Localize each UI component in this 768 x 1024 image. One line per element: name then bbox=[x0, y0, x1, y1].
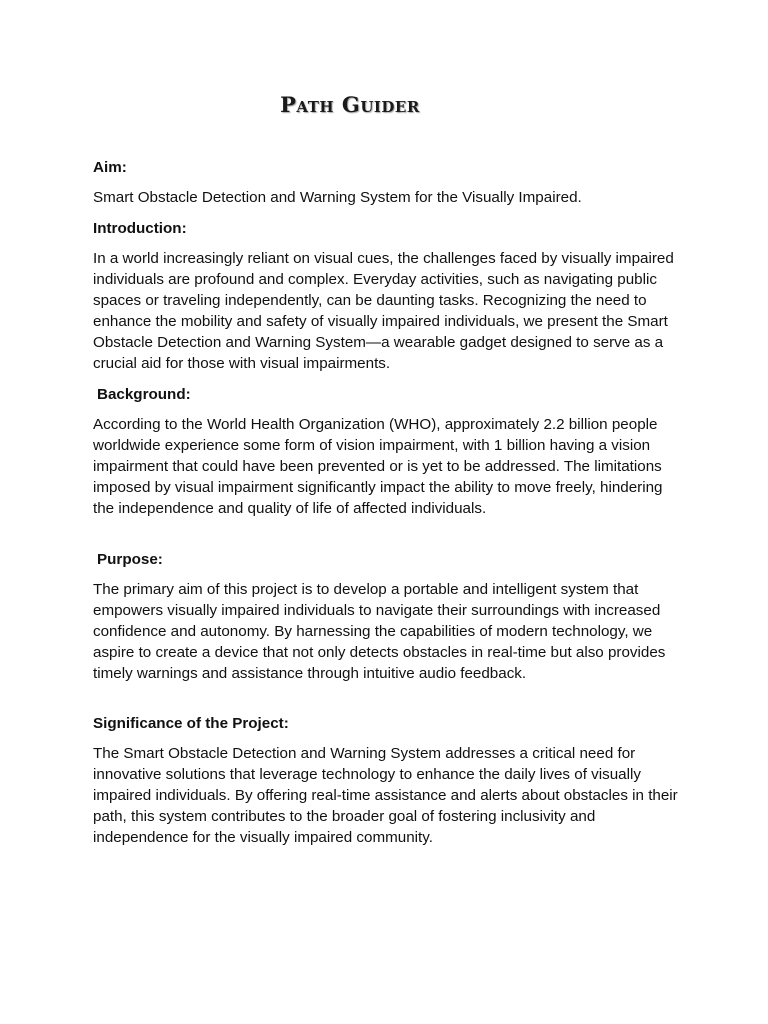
purpose-text: The primary aim of this project is to develop a portable and intelligent system that empowers visually impaired individuals to navigate their surroundings with increased confidence and autonomy. By harnessing the capabilities of modern technology, we aspire to create a device that not only detects obstacles in real-time but also provides timely warnings and assistance through intuitive audio feedback. bbox=[93, 581, 666, 682]
significance-text: The Smart Obstacle Detection and Warning System addresses a critical need for innovative solutions that leverage technology to enhance the daily lives of visually impaired individuals. By offering real-time assistance and alerts about obstacles in their path, this system contributes to the broader goal of fostering inclusivity and independence for the visually impaired community. bbox=[93, 745, 678, 846]
introduction-heading: Introduction: bbox=[93, 220, 187, 237]
background-heading: Background: bbox=[97, 386, 191, 403]
aim-text: Smart Obstacle Detection and Warning System for the Visually Impaired. bbox=[93, 189, 582, 206]
document-title: Path Guider bbox=[280, 92, 420, 117]
significance-heading: Significance of the Project: bbox=[93, 715, 289, 732]
purpose-heading: Purpose: bbox=[97, 551, 163, 568]
background-text: According to the World Health Organization (WHO), approximately 2.2 billion people worldwide experience some form of vision impairment, with 1 billion having a vision impairment that could have been prevented or is yet to be addressed. The limitations imposed by visual impairment significantly impact the ability to move freely, hindering the independence and quality of life of affected individuals. bbox=[93, 416, 663, 517]
document-body bbox=[93, 157, 683, 858]
introduction-text: In a world increasingly reliant on visual cues, the challenges faced by visually impaired individuals are profound and complex. Everyday activities, such as navigating public spaces or traveling independently, can be daunting tasks. Recognizing the need to enhance the mobility and safety of visually impaired individuals, we present the Smart Obstacle Detection and Warning System—a wearable gadget designed to serve as a crucial aid for those with visual impairments. bbox=[93, 250, 674, 372]
aim-heading: Aim: bbox=[93, 159, 127, 176]
